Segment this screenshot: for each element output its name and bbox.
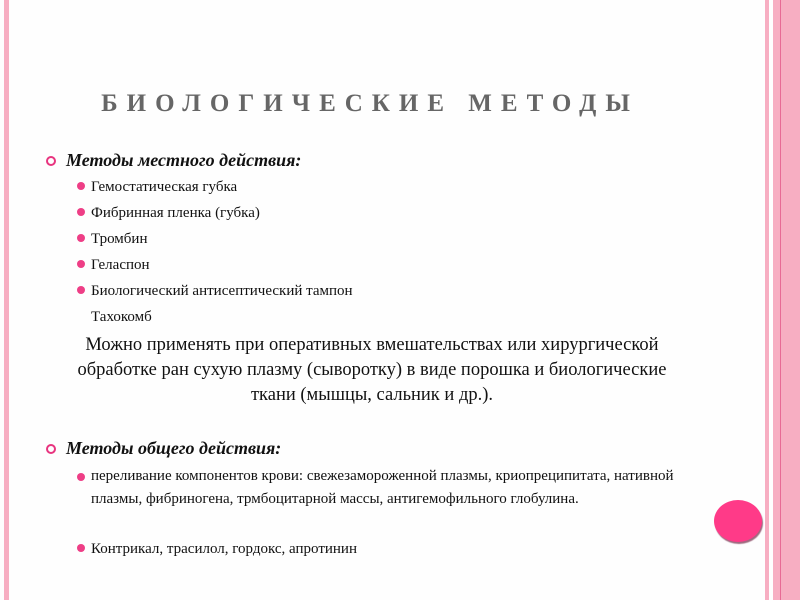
right-decor-line [780,0,781,600]
slide-title: БИОЛОГИЧЕСКИЕ МЕТОДЫ [101,90,639,117]
item-text: Тахокомб [91,309,152,325]
list-item [77,252,150,278]
dot-bullet-icon [77,473,85,481]
dot-bullet-icon [77,182,85,190]
heading-text: Методы местного действия: [66,150,302,170]
list-item [77,465,677,511]
item-text: Фибринная пленка (губка) [91,205,260,221]
section-heading-general [46,438,281,459]
dot-bullet-icon [77,260,85,268]
item-text: Геласпон [91,257,150,273]
item-text: Гемостатическая губка [91,179,238,195]
dot-bullet-icon [77,544,85,552]
note-paragraph: Можно применять при оперативных вмешательствах или хирургической обработке ран сухую плазму (сыворотку) в виде порошка и биологические ткани (мышцы, сальник и др.). [77,335,667,405]
right-decor-stripe-thin [765,0,769,600]
item-text: переливание компонентов крови: свежезамороженной плазмы, криопреципитата, нативной плазмы, фибриногена, трмбоцитарной массы, антигемофильного глобулина. [91,468,674,507]
heading-text: Методы общего действия: [66,438,282,458]
ring-bullet-icon [46,444,56,454]
ring-bullet-icon [46,156,56,166]
item-text: Тромбин [91,231,148,247]
section-heading-local [46,150,301,171]
decorative-pink-circle [714,500,762,542]
item-text: Контрикал, трасилол, гордокс, апротинин [91,541,357,557]
list-item [77,536,357,562]
dot-bullet-icon [77,234,85,242]
item-text: Биологический антисептический тампон [91,283,353,299]
list-item [77,226,147,252]
right-decor-band [773,0,800,600]
list-item [77,174,237,200]
dot-bullet-icon [77,286,85,294]
dot-bullet-icon [77,208,85,216]
list-item [77,200,260,226]
list-item [77,278,353,304]
list-item [77,304,152,330]
